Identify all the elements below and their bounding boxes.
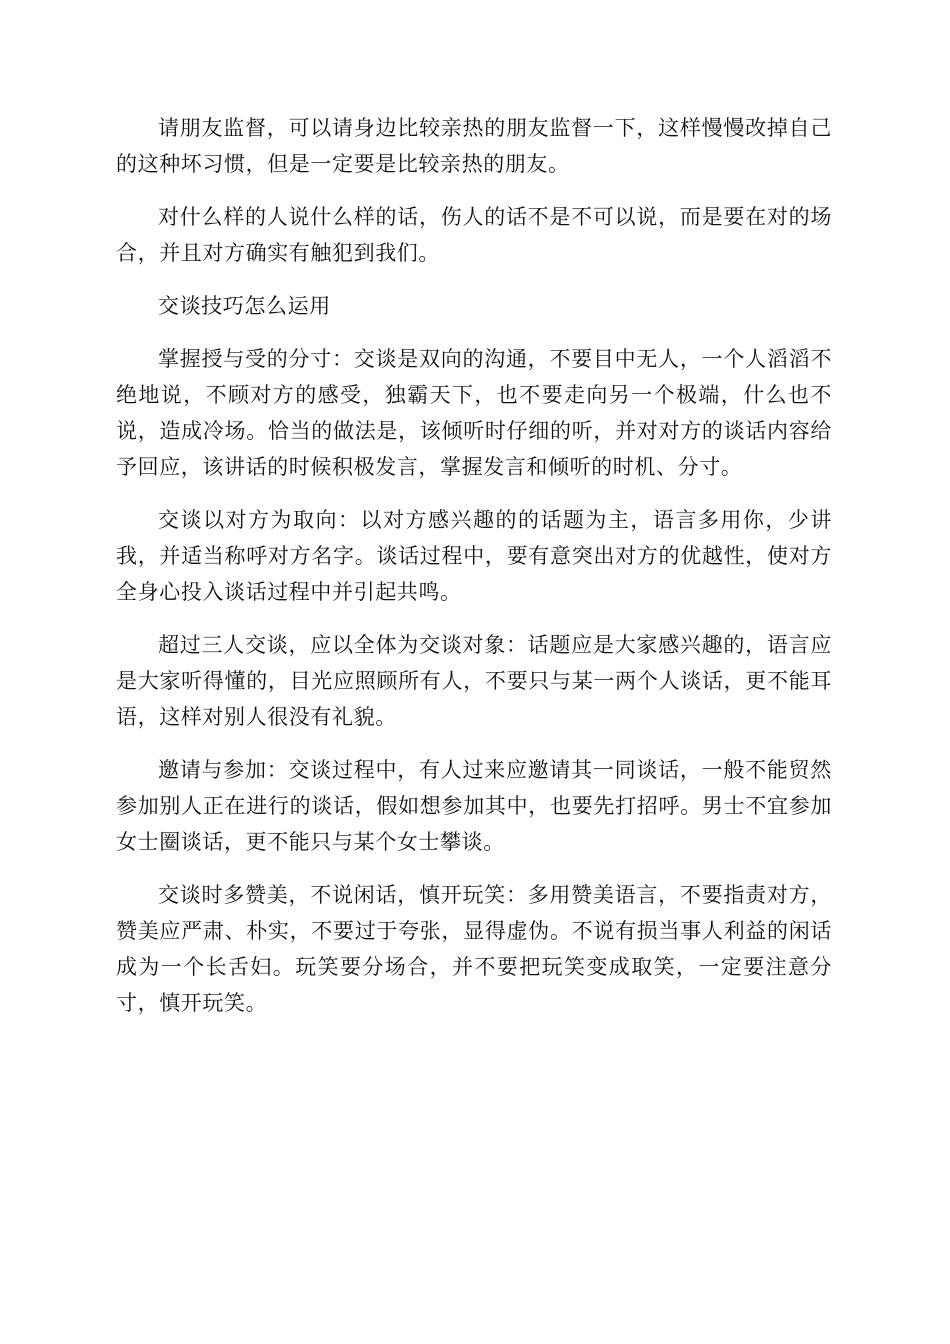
paragraph-friend-supervision: 请朋友监督，可以请身边比较亲热的朋友监督一下，这样慢慢改掉自己的这种坏习惯，但是一定要是比较亲热的朋友。 [116,116,832,176]
paragraph-speak-appropriately: 对什么样的人说什么样的话，伤人的话不是不可以说，而是要在对的场合，并且对方确实有触犯到我们。 [116,205,832,265]
paragraph-group-conversation: 超过三人交谈，应以全体为交谈对象：话题应是大家感兴趣的，语言应是大家听得懂的，目光应照顾所有人，不要只与某一两个人谈话，更不能耳语，这样对别人很没有礼貌。 [116,633,832,729]
paragraph-other-oriented: 交谈以对方为取向：以对方感兴趣的的话题为主，语言多用你，少讲我，并适当称呼对方名字。谈话过程中，要有意突出对方的优越性，使对方全身心投入谈话过程中并引起共鸣。 [116,508,832,604]
document-body [116,110,832,1038]
paragraph-invite-and-join: 邀请与参加：交谈过程中，有人过来应邀请其一同谈话，一般不能贸然参加别人正在进行的谈话，假如想参加其中，也要先打招呼。男士不宜参加女士圈谈话，更不能只与某个女士攀谈。 [116,758,832,854]
paragraph-praise-and-jokes: 交谈时多赞美，不说闲话，慎开玩笑：多用赞美语言，不要指责对方，赞美应严肃、朴实，不要过于夸张，显得虚伪。不说有损当事人利益的闲话成为一个长舌妇。玩笑要分场合，并不要把玩笑变成取笑，一定要注意分寸，慎开玩笑。 [116,883,832,1015]
section-heading-conversation-skills: 交谈技巧怎么运用 [158,294,331,318]
paragraph-give-and-take: 掌握授与受的分寸：交谈是双向的沟通，不要目中无人，一个人滔滔不绝地说，不顾对方的感受，独霸天下，也不要走向另一个极端，什么也不说，造成冷场。恰当的做法是，该倾听时仔细的听，并对对方的谈话内容给予回应，该讲话的时候积极发言，掌握发言和倾听的时机、分寸。 [116,347,832,479]
